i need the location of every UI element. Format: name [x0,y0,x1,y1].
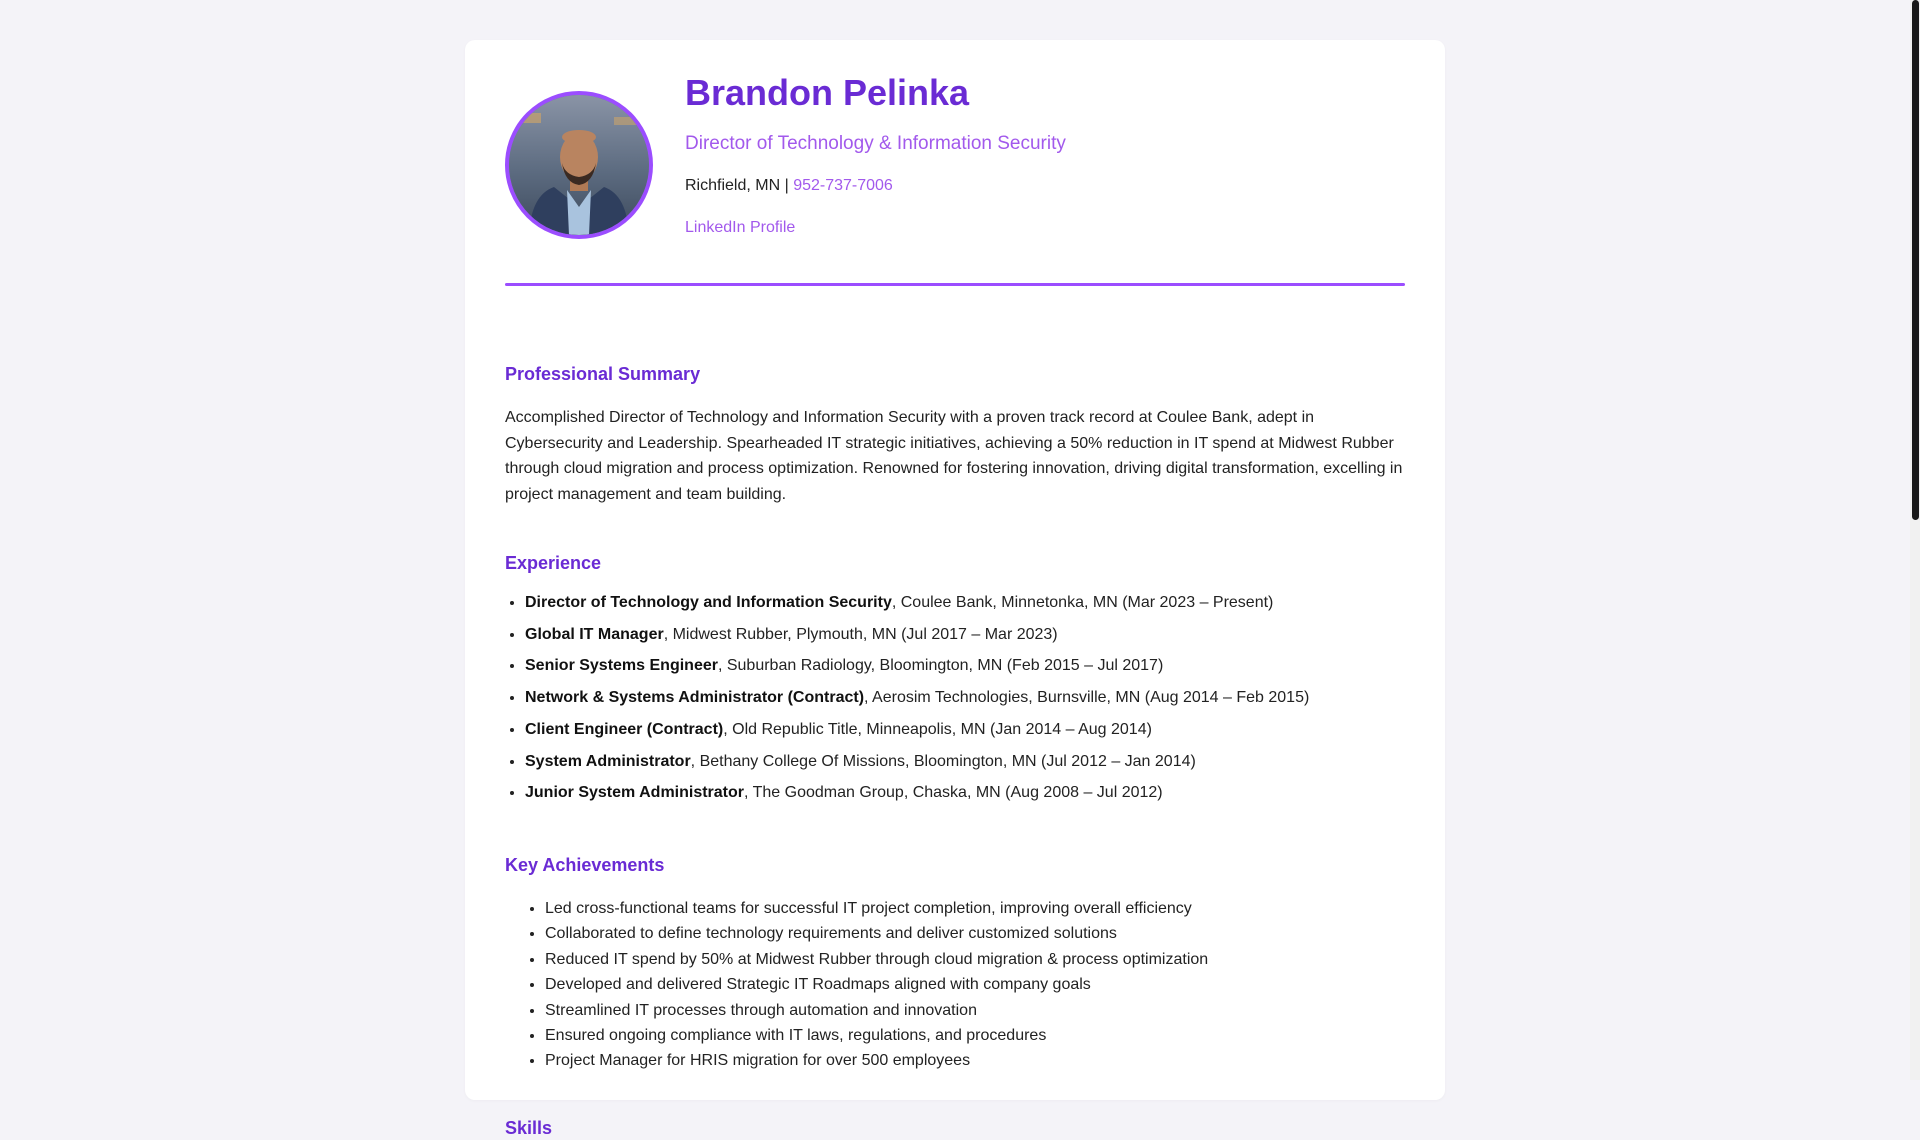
scrollbar-thumb[interactable] [1912,0,1919,520]
experience-role: Client Engineer (Contract) [525,720,724,738]
experience-role: Network & Systems Administrator (Contract) [525,689,865,707]
experience-detail: , Aerosim Technologies, Burnsville, MN (Aug 2014 – Feb 2015) [864,689,1310,707]
experience-item [525,714,1405,746]
experience-list [505,587,1405,809]
experience-role: Director of Technology and Information Security [525,594,892,611]
resume-card [465,40,1445,1138]
experience-item [525,587,1405,619]
profile-photo [509,95,649,235]
experience-detail: , Old Republic Title, Minneapolis, MN (Jan 2014 – Aug 2014) [723,720,1152,738]
experience-detail: , Midwest Rubber, Plymouth, MN (Jul 2017 – Mar 2023) [663,625,1058,643]
profile-name: Brandon Pelinka [685,72,970,113]
avatar [505,91,653,239]
achievement-item: • Ensured ongoing compliance with IT laws, regulations, and procedures [545,1023,1405,1048]
summary-text: Accomplished Director of Technology and Information Security with a proven track record at Coulee Bank, adept in Cybersecurity and Leadership. Spearheaded IT strategic initiatives, achieving a 50% reduction in IT spend at Midwest Rubber through cloud migration and process optimization. Renowned for fostering innovation, driving digital transformation, excelling in project management and team building. [505,409,1403,503]
achievement-item: • Project Manager for HRIS migration for over 500 employees [545,1048,1405,1073]
experience-detail: , Suburban Radiology, Bloomington, MN (Feb 2015 – Jul 2017) [717,657,1164,675]
skills-heading: Skills [505,1117,553,1138]
experience-detail: , Coulee Bank, Minnetonka, MN (Mar 2023 – Present) [891,594,1274,611]
experience-detail: , The Goodman Group, Chaska, MN (Aug 2008 – Jul 2012) [744,784,1163,802]
experience-item [525,682,1405,714]
resume-content [505,40,1405,1140]
experience-detail: , Bethany College Of Missions, Bloomington, MN (Jul 2012 – Jan 2014) [690,752,1196,770]
linkedin-link[interactable]: LinkedIn Profile [685,219,796,236]
achievement-item: • Collaborated to define technology requirements and deliver customized solutions [545,921,1405,946]
experience-role: Junior System Administrator [525,784,745,802]
experience-heading: Experience [505,553,602,573]
location-text: Richfield, MN | [685,177,794,194]
experience-role: Senior Systems Engineer [525,657,718,675]
achievement-item: • Streamlined IT processes through automation and innovation [545,998,1405,1023]
experience-role: System Administrator [525,752,691,770]
achievements-list [505,896,1405,1074]
contact-line [685,176,1066,196]
phone-link[interactable]: 952-737-7006 [793,177,893,194]
page-scrollbar[interactable] [1910,0,1920,1080]
resume-header [505,40,1405,287]
achievement-item: • Developed and delivered Strategic IT Roadmaps aligned with company goals [545,972,1405,997]
header-divider [505,283,1405,286]
profile-title: Director of Technology & Information Security [685,133,1066,154]
achievement-item: • Reduced IT spend by 50% at Midwest Rubber through cloud migration & process optimization [545,947,1405,972]
achievement-item: • Led cross-functional teams for successful IT project completion, improving overall efficiency [545,896,1405,921]
summary-heading: Professional Summary [505,364,701,384]
achievements-heading: Key Achievements [505,854,665,875]
experience-item [525,650,1405,682]
experience-item [525,746,1405,778]
experience-item [525,777,1405,809]
header-info [685,70,1066,238]
experience-role: Global IT Manager [525,625,664,643]
experience-item [525,619,1405,651]
